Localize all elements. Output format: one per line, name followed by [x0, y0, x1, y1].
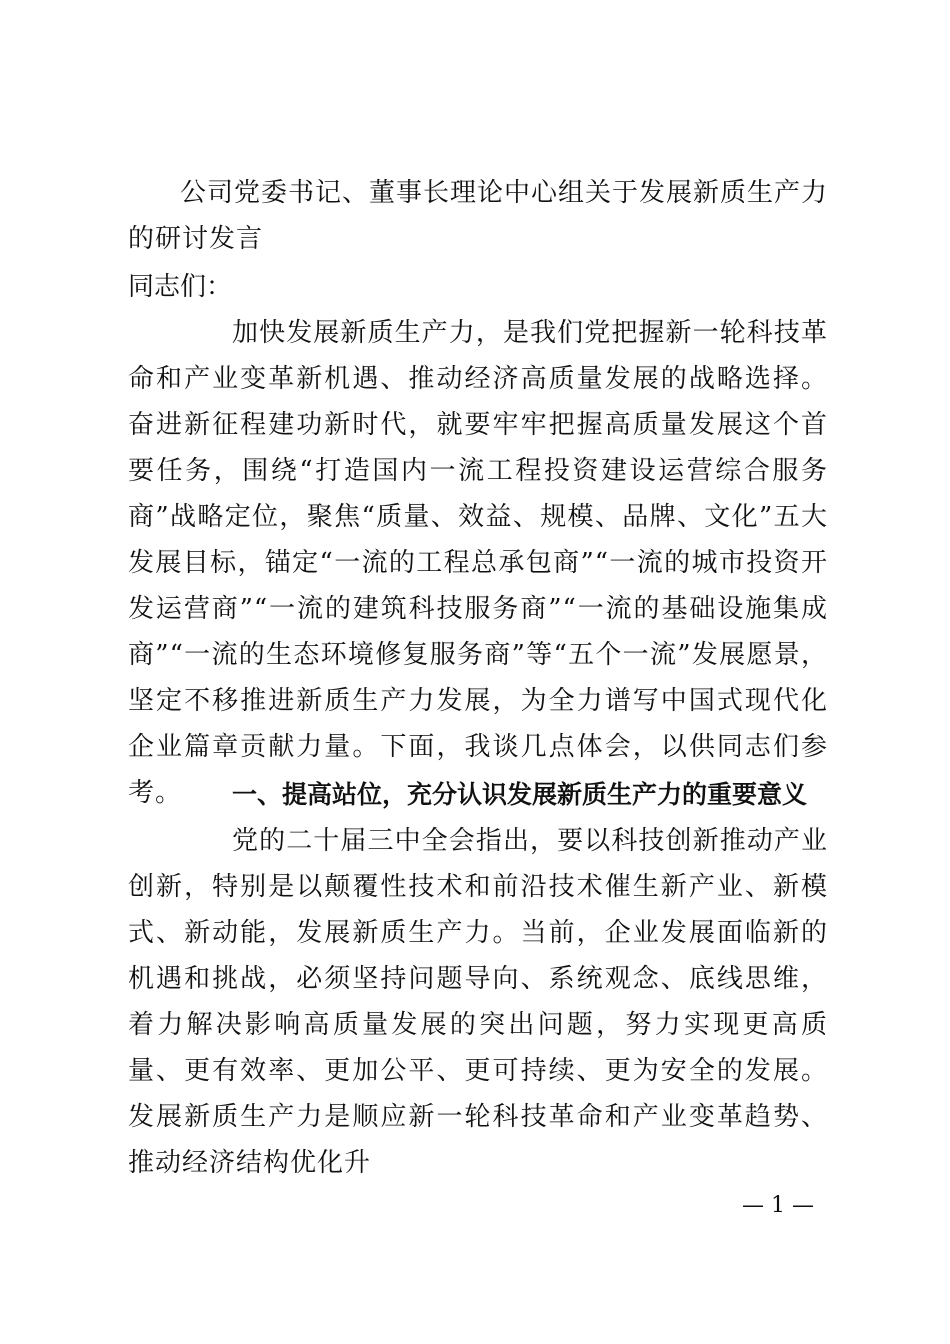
body-paragraph: 党的二十届三中全会指出，要以科技创新推动产业创新，特别是以颠覆性技术和前沿技术催生新产业、新模式、新动能，发展新质生产力。当前，企业发展面临新的机遇和挑战，必须坚持问题导向、系统观念、底线思维，着力解决影响高质量发展的突出问题，努力实现更高质量、更有效率、更加公平、更可持续、更为安全的发展。发展新质生产力是顺应新一轮科技革命和产业变革趋势、推动经济结构优化升 [128, 826, 828, 1178]
document-title: 公司党委书记、董事长理论中心组关于发展新质生产力的研讨发言 [128, 178, 829, 254]
section-heading: 一、提高站位，充分认识发展新质生产力的重要意义 [232, 780, 808, 809]
page-number: — 1 — [742, 1193, 814, 1218]
salutation: 同志们： [128, 272, 233, 302]
body-paragraph: 加快发展新质生产力，是我们党把握新一轮科技革命和产业变革新机遇、推动经济高质量发展的战略选择。奋进新征程建功新时代，就要牢牢把握高质量发展这个首要任务，围绕“打造国内一流工程投资建设运营综合服务商”战略定位，聚焦“质量、效益、规模、品牌、文化”五大发展目标，锚定“一流的工程总承包商”“一流的城市投资开发运营商”“一流的建筑科技服务商”“一流的基础设施集成商”“一流的生态环境修复服务商”等“五个一流”发展愿景，坚定不移推进新质生产力发展，为全力谱写中国式现代化企业篇章贡献力量。下面，我谈几点体会，以供同志们参考。 [128, 318, 828, 808]
